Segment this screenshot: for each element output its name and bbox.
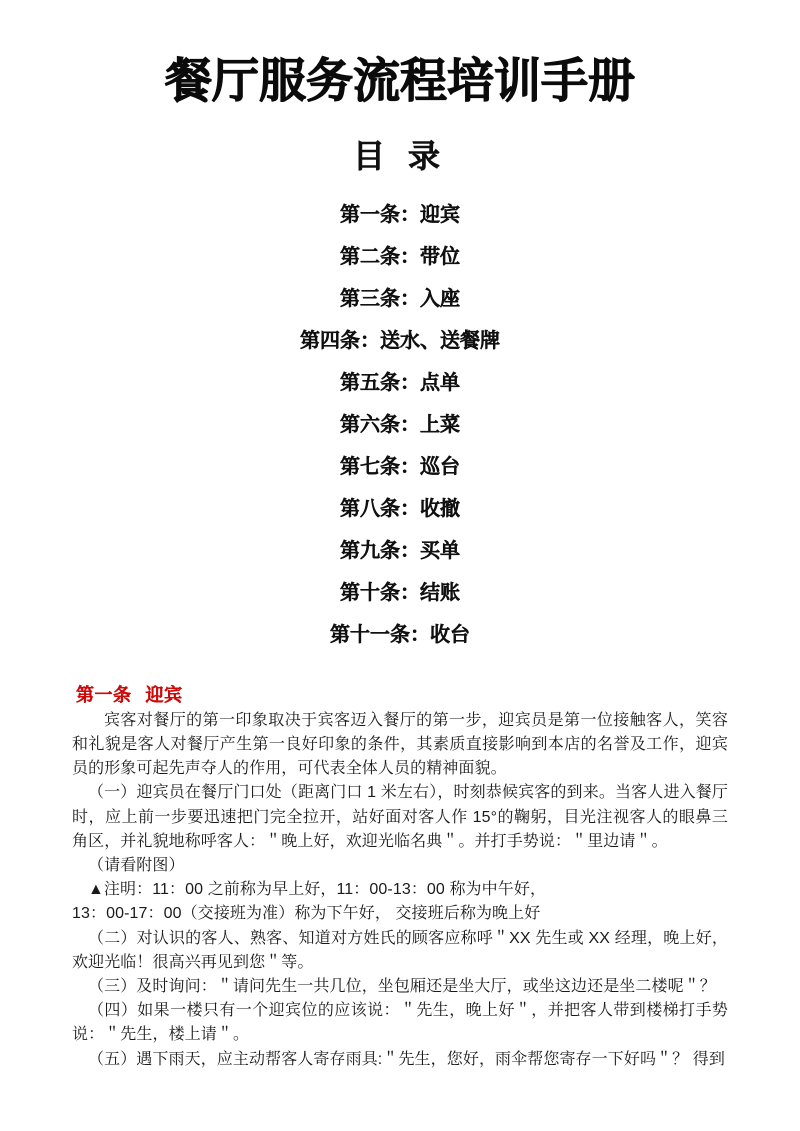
toc-entry-2[interactable]: 第二条：带位 <box>340 245 460 268</box>
paragraph-note-line-1: ▲注明：11：00 之前称为早上好，11：00-13：00 称为中午好， <box>88 881 547 899</box>
paragraph-figure-note: （请看附图） <box>88 856 185 874</box>
toc-entry-10[interactable]: 第十条：结账 <box>340 581 460 604</box>
toc-entry-3[interactable]: 第三条：入座 <box>340 287 460 310</box>
paragraph-item-1: （一）迎宾员在餐厅门口处（距离门口 1 米左右），时刻恭候宾客的到来。当客人进入餐厅时，应上前一步要迅速把门完全拉开，站好面对客人作 15°的鞠躬，目光注视客人的眼鼻三角区，并礼貌地称呼客人：＂晚上好，欢迎光临名典＂。并打手势说：＂里边请＂。 <box>72 784 728 850</box>
toc-entry-4[interactable]: 第四条：送水、送餐牌 <box>300 329 500 352</box>
toc-entry-1[interactable]: 第一条：迎宾 <box>340 203 460 226</box>
paragraph-note-line-2: 13：00-17：00（交接班为准）称为下午好， 交接班后称为晚上好 <box>72 905 541 923</box>
toc-entry-11[interactable]: 第十一条：收台 <box>330 623 470 646</box>
section-one-body <box>0 709 800 1072</box>
toc-entry-9[interactable]: 第九条：买单 <box>340 539 460 562</box>
paragraph-item-4: （四）如果一楼只有一个迎宾位的应该说：＂先生，晚上好＂，并把客人带到楼梯打手势说：＂先生，楼上请＂。 <box>72 1002 728 1044</box>
section-one <box>0 656 800 1072</box>
toc-entry-8[interactable]: 第八条：收撤 <box>340 497 460 520</box>
page-title: 餐厅服务流程培训手册 <box>165 54 635 107</box>
paragraph-item-2: （二）对认识的客人、熟客、知道对方姓氏的顾客应称呼＂XX 先生或 XX 经理，晚上好，欢迎光临！很高兴再见到您＂等。 <box>72 929 728 971</box>
paragraph-item-5: （五）遇下雨天，应主动帮客人寄存雨具:＂先生，您好，雨伞帮您寄存一下好吗＂？ 得到 <box>88 1050 725 1068</box>
paragraph-intro: 宾客对餐厅的第一印象取决于宾客迈入餐厅的第一步，迎宾员是第一位接触客人，笑容和礼貌是客人对餐厅产生第一良好印象的条件，其素质直接影响到本店的名誉及工作，迎宾员的形象可起先声夺人的作用，可代表全体人员的精神面貌。 <box>72 711 728 778</box>
table-of-contents <box>0 177 800 656</box>
section-one-heading <box>0 681 800 707</box>
toc-entry-7[interactable]: 第七条：巡台 <box>340 455 460 478</box>
toc-entry-6[interactable]: 第六条：上菜 <box>340 413 460 436</box>
paragraph-item-3: （三）及时询问：＂请问先生一共几位，坐包厢还是坐大厅，或坐这边还是坐二楼呢＂？ <box>88 977 716 995</box>
toc-heading: 目 录 <box>353 137 447 174</box>
section-one-name: 迎宾 <box>145 684 183 705</box>
toc-entry-5[interactable]: 第五条：点单 <box>340 371 460 394</box>
section-one-number: 第一条 <box>76 684 132 705</box>
